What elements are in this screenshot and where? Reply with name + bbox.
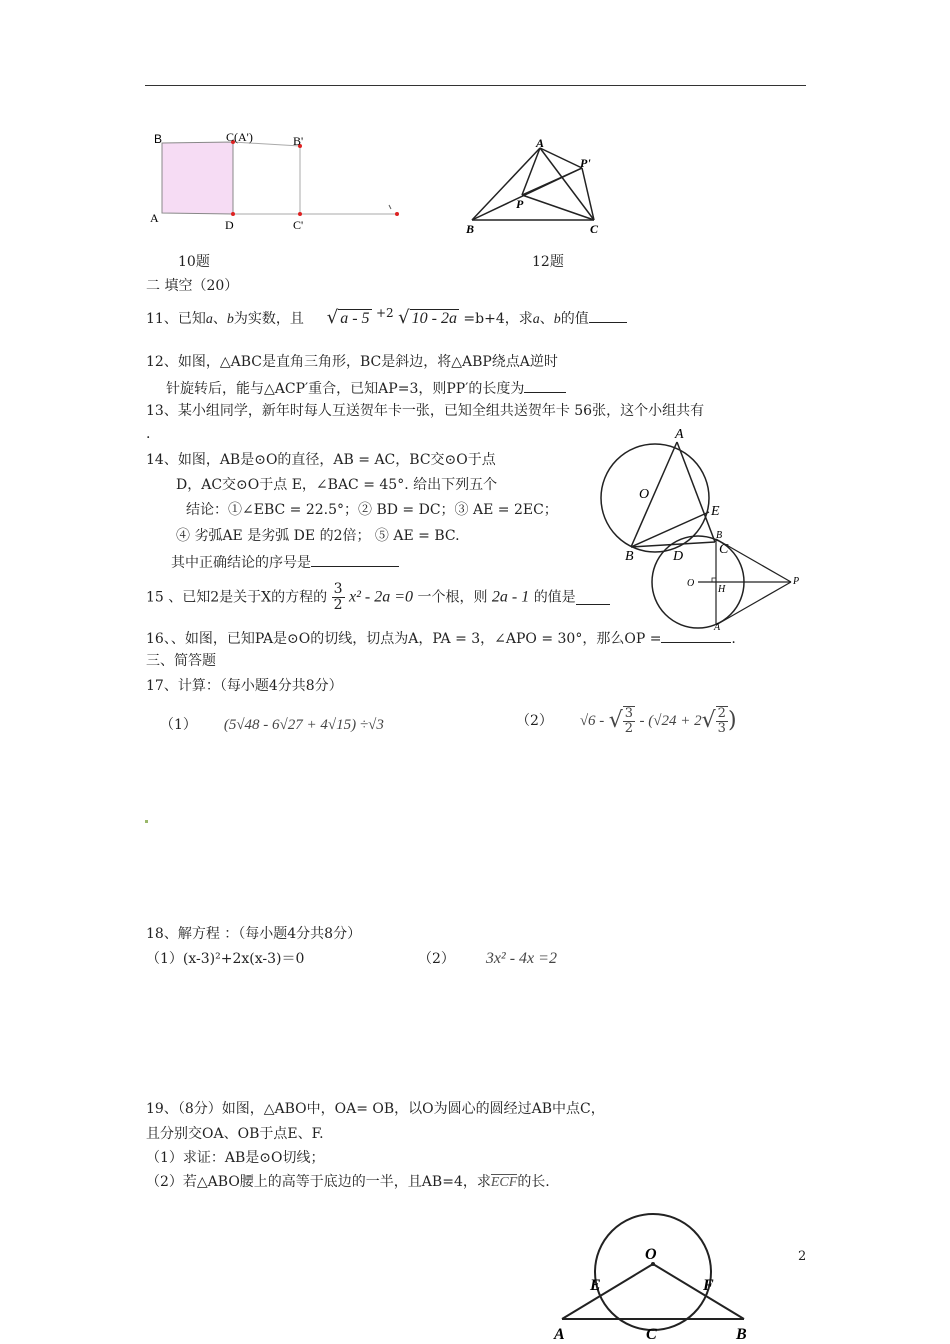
fig19-label: B — [736, 1326, 747, 1343]
question-12-line2: 针旋转后，能与△ACP′重合，已知AP=3，则PP′的长度为 — [166, 378, 566, 398]
fig12-caption: 12题 — [532, 254, 564, 270]
question-12-line1: 12、如图，△ABC是直角三角形，BC是斜边，将△ABP绕点A逆时 — [146, 354, 558, 370]
fig12-label: P' — [580, 156, 591, 170]
question-19-line2: 且分别交OA、OB于点E、F. — [146, 1126, 324, 1142]
fig19-label: C — [646, 1326, 657, 1343]
question-14-line3: 结论：①∠EBC = 22.5°；② BD = DC；③ AE = 2EC； — [186, 502, 558, 518]
question-15: 15 、已知2是关于X的方程的 $\frac{3}{2}$ x² - 2a =0 一个根，则 2a - 1 的值是 — [146, 582, 610, 616]
fig14-label: A — [675, 427, 684, 442]
fig10-caption: 10题 — [178, 254, 210, 270]
fig10-label: B' — [293, 134, 304, 148]
question-11: 11、已知a、b为实数，且 √ a - 5 +2 √ 10 - 2a =b+4，求a、b的值 — [146, 304, 627, 329]
figure-12 — [460, 130, 610, 240]
question-14-line2: D，AC交⊙O于点 E，∠BAC = 45°. 给出下列五个 — [176, 477, 498, 493]
page-number: 2 — [798, 1249, 807, 1264]
fig10-label: C' — [293, 218, 304, 232]
fig19-label: O — [645, 1246, 657, 1263]
question-18-part1: （1）(x-3)²+2x(x-3)＝0 — [146, 951, 305, 967]
fig12-label: B — [466, 222, 475, 236]
question-14-line5: 其中正确结论的序号是 — [171, 552, 399, 572]
fig10-label: A — [150, 211, 159, 225]
scan-artifact-dot — [145, 820, 148, 823]
figure-19 — [548, 1200, 763, 1344]
question-18-title: 18、解方程 ：（每小题4分共8分） — [146, 926, 362, 942]
question-13-line1: 13、某小组同学，新年时每人互送贺年卡一张，已知全组共送贺年卡 56张，这个小组共有 — [146, 403, 705, 419]
section-fill-heading: 二 填空（20） — [146, 278, 239, 294]
question-13-line2: . — [146, 426, 151, 442]
question-19-line4: （2）若△ABO腰上的高等于底边的一半，且AB=4，求ECF的长. — [146, 1174, 550, 1190]
question-14-line1: 14、如图，AB是⊙O的直径，AB = AC，BC交⊙O于点 — [146, 452, 496, 468]
fig12-label: C — [590, 222, 599, 236]
fig12-label: A — [536, 136, 545, 150]
question-17-part1: （1） (5√48 - 6√27 + 4√15) ÷√3 — [160, 717, 384, 733]
question-17-part2: （2） √6 - √ $\frac{3}{2}$ - (√24 + 2√ $\frac{2}{3}$ ) — [516, 706, 737, 736]
fig14-label: C — [719, 542, 729, 557]
question-16: 16、、如图，已知PA是⊙O的切线，切点为A，PA = 3，∠APO = 30°，那么OP = . — [146, 628, 736, 648]
fig10-label: D — [225, 218, 234, 232]
fig16-label: P — [793, 576, 800, 587]
fig16-label: A — [714, 622, 721, 633]
section-short-heading: 三、简答题 — [146, 653, 216, 669]
fig19-label: A — [554, 1326, 565, 1343]
fig14-label: O — [639, 487, 650, 502]
fig10-label: B — [154, 132, 163, 146]
question-14-line4: ④ 劣弧AE 是劣弧 DE 的2倍； ⑤ AE = BC. — [176, 528, 460, 544]
fig14-label: B — [625, 549, 634, 564]
fig16-label: O — [687, 578, 695, 589]
fig16-label: H — [718, 584, 726, 595]
figure-16 — [645, 530, 810, 633]
fig14-label: D — [673, 549, 684, 564]
question-17-title: 17、计算：（每小题4分共8分） — [146, 678, 343, 694]
figure-10 — [145, 125, 415, 240]
question-18-part2: （2） 3x² - 4x =2 — [418, 950, 557, 967]
fig14-label: E — [711, 504, 720, 519]
question-19-line1: 19、（8分）如图，△ABO中，OA= OB，以O为圆心的圆经过AB中点C， — [146, 1101, 605, 1117]
fig10-label: C(A') — [226, 130, 253, 144]
fig12-label: P — [516, 197, 524, 211]
header-rule — [145, 85, 806, 86]
question-19-line3: （1）求证：AB是⊙O切线； — [146, 1150, 325, 1166]
fig19-label: F — [703, 1277, 714, 1294]
fig16-label: B — [716, 530, 723, 541]
fig19-label: E — [590, 1277, 601, 1294]
